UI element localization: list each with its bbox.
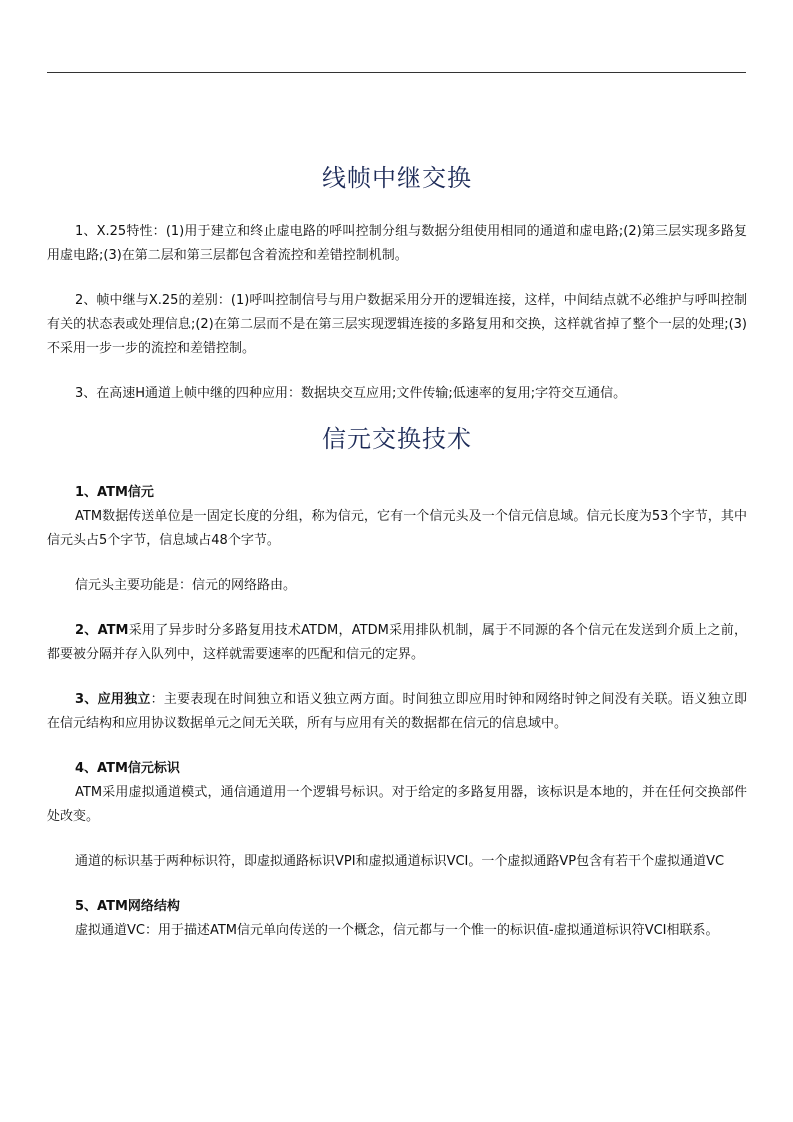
paragraph-virtual-channel-mode: ATM采用虚拟通道模式，通信通道用一个逻辑号标识。对于给定的多路复用器，该标识是本地的，并在任何交换部件处改变。 — [47, 785, 747, 824]
paragraph-h-channel-apps: 3、在高速H通道上帧中继的四种应用：数据块交互应用;文件传输;低速率的复用;字符交互通信。 — [75, 386, 627, 401]
section-title-cell-switching: 信元交换技术 — [322, 425, 472, 453]
paragraph-x25-features: 1、X.25特性：(1)用于建立和终止虚电路的呼叫控制分组与数据分组使用相同的通道和虚电路;(2)第三层实现多路复用虚电路;(3)在第二层和第三层都包含着流控和差错控制机制。 — [47, 224, 747, 263]
section-title-frame-relay: 线帧中继交换 — [322, 164, 472, 192]
paragraph-identifiers: 通道的标识基于两种标识符，即虚拟通路标识VPI和虚拟通道标识VCI。一个虚拟通路VP包含有若干个虚拟通道VC — [75, 854, 725, 869]
header-rule — [47, 72, 746, 73]
paragraph-app-independence — [47, 688, 747, 736]
paragraph-frame-relay-diff: 2、帧中继与X.25的差别：(1)呼叫控制信号与用户数据采用分开的逻辑连接，这样，中间结点就不必维护与呼叫控制有关的状态表或处理信息;(2)在第二层而不是在第三层实现逻辑连接的多路复用和交换，这样就省掉了整个一层的处理;(3)不采用一步一步的流控和差错控制。 — [47, 293, 747, 356]
paragraph-app-independence-text: ：主要表现在时间独立和语义独立两方面。时间独立即应用时钟和网络时钟之间没有关联。语义独立即在信元结构和应用协议数据单元之间无关联，所有与应用有关的数据都在信元的信息域中。 — [47, 692, 747, 731]
paragraph-virtual-channel: 虚拟通道VC：用于描述ATM信元单向传送的一个概念，信元都与一个惟一的标识值-虚拟通道标识符VCI相联系。 — [75, 923, 719, 938]
heading-atm-cell: 1、ATM信元 — [75, 485, 154, 500]
paragraph-lead-app-independence: 3、应用独立 — [75, 692, 151, 707]
paragraph-atm-cell: ATM数据传送单位是一固定长度的分组，称为信元，它有一个信元头及一个信元信息域。信元长度为53个字节，其中信元头占5个字节，信息域占48个字节。 — [47, 509, 747, 548]
paragraph-header-function: 信元头主要功能是：信元的网络路由。 — [75, 578, 297, 593]
paragraph-atdm-text: 采用了异步时分多路复用技术ATDM，ATDM采用排队机制，属于不同源的各个信元在发送到介质上之前，都要被分隔并存入队列中，这样就需要速率的匹配和信元的定界。 — [47, 623, 747, 662]
paragraph-atdm — [47, 619, 747, 667]
paragraph-lead-atm: 2、ATM — [75, 623, 129, 638]
heading-atm-cell-id: 4、ATM信元标识 — [75, 761, 180, 776]
document-body — [47, 160, 747, 943]
heading-atm-network: 5、ATM网络结构 — [75, 899, 180, 914]
